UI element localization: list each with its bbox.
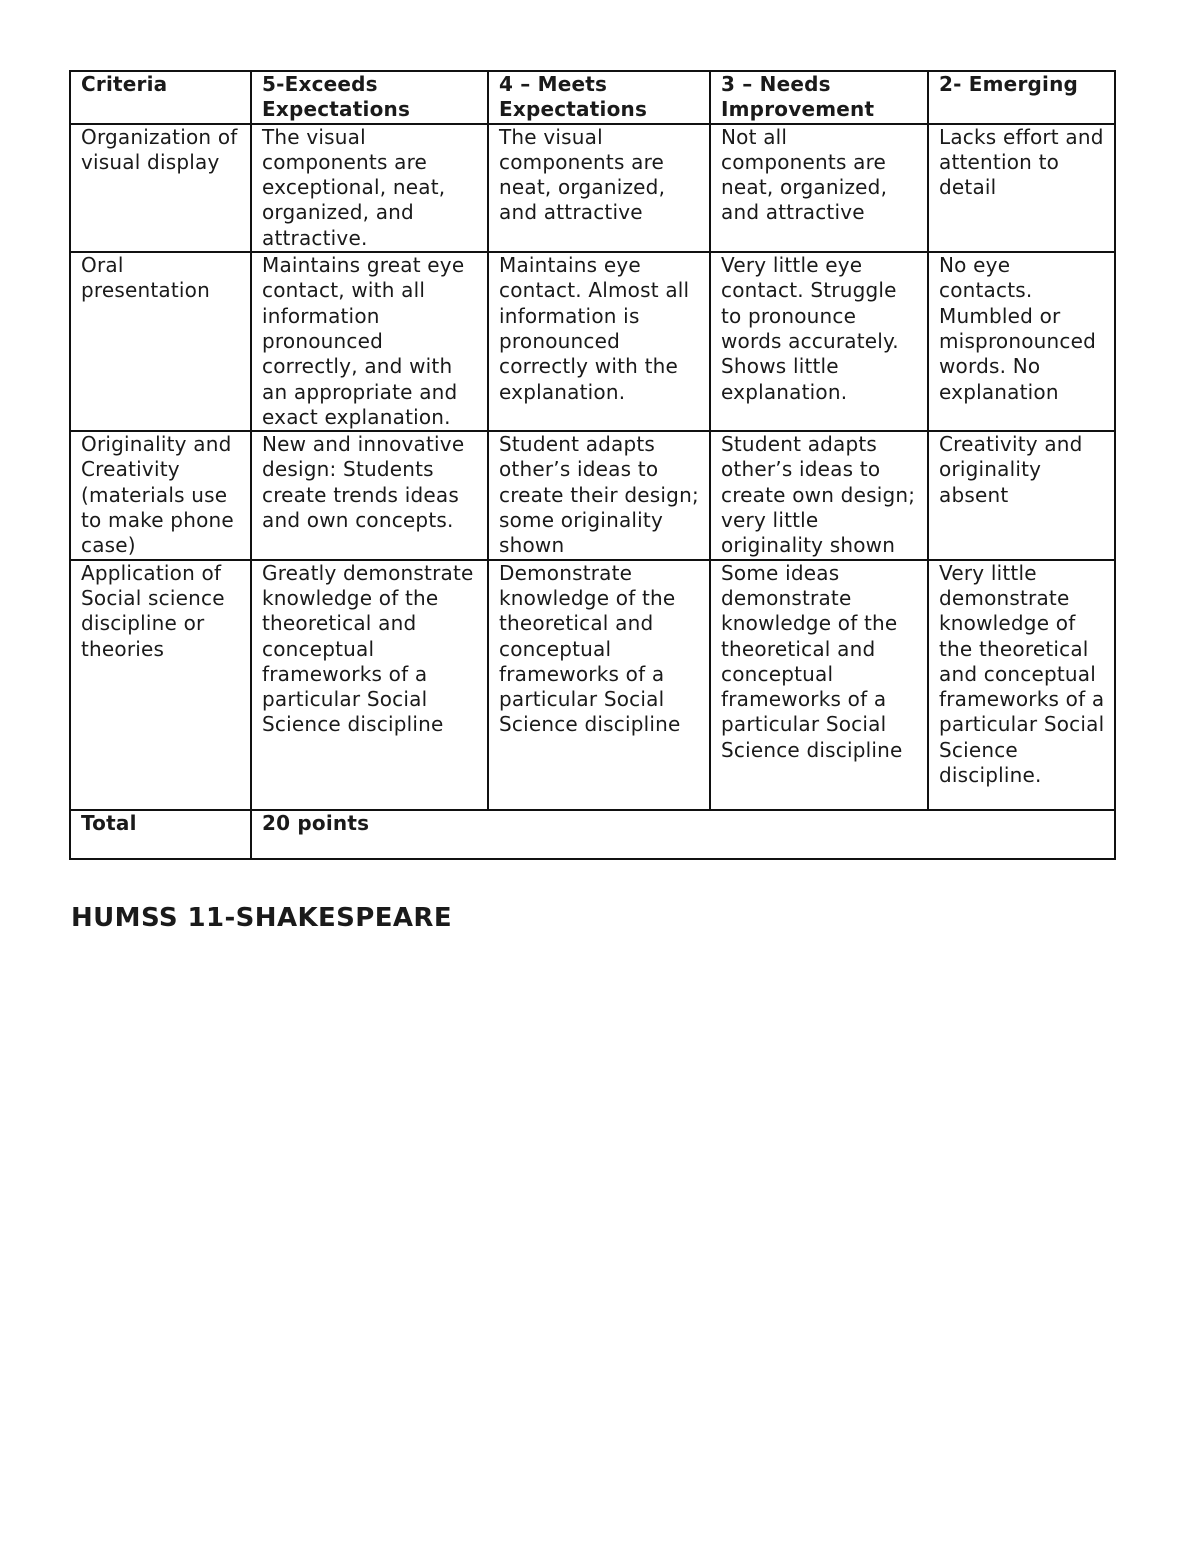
header-needs-improvement: 3 – Needs Improvement — [710, 71, 928, 124]
emerging-cell: Creativity and originality absent — [928, 431, 1115, 559]
emerging-cell: Very little demonstrate knowledge of the theoretical and conceptual frameworks of a particular Social Science discipline. — [928, 560, 1115, 810]
total-label: Total — [70, 810, 251, 859]
meets-cell: The visual components are neat, organized, and attractive — [488, 124, 710, 252]
table-row — [70, 431, 1115, 559]
exceeds-cell: The visual components are exceptional, neat, organized, and attractive. — [251, 124, 488, 252]
criteria-cell: Originality and Creativity (materials use to make phone case) — [70, 431, 251, 559]
emerging-cell: Lacks effort and attention to detail — [928, 124, 1115, 252]
needs-cell: Not all components are neat, organized, and attractive — [710, 124, 928, 252]
header-meets: 4 – Meets Expectations — [488, 71, 710, 124]
header-emerging: 2- Emerging — [928, 71, 1115, 124]
criteria-cell: Oral presentation — [70, 252, 251, 431]
exceeds-cell: Maintains great eye contact, with all information pronounced correctly, and with an appropriate and exact explanation. — [251, 252, 488, 431]
table-row — [70, 124, 1115, 252]
criteria-cell: Application of Social science discipline or theories — [70, 560, 251, 810]
table-row — [70, 560, 1115, 810]
section-title: HUMSS 11-SHAKESPEARE — [71, 903, 453, 933]
meets-cell: Maintains eye contact. Almost all information is pronounced correctly with the explanation. — [488, 252, 710, 431]
needs-cell: Student adapts other’s ideas to create own design; very little originality shown — [710, 431, 928, 559]
table-row — [70, 252, 1115, 431]
total-row — [70, 810, 1115, 859]
criteria-cell: Organization of visual display — [70, 124, 251, 252]
meets-cell: Demonstrate knowledge of the theoretical and conceptual frameworks of a particular Social Science discipline — [488, 560, 710, 810]
total-points: 20 points — [251, 810, 1115, 859]
header-row — [70, 71, 1115, 124]
emerging-cell: No eye contacts. Mumbled or mispronounced words. No explanation — [928, 252, 1115, 431]
meets-cell: Student adapts other’s ideas to create their design; some originality shown — [488, 431, 710, 559]
header-exceeds: 5-Exceeds Expectations — [251, 71, 488, 124]
exceeds-cell: Greatly demonstrate knowledge of the theoretical and conceptual frameworks of a particular Social Science discipline — [251, 560, 488, 810]
header-criteria: Criteria — [70, 71, 251, 124]
needs-cell: Some ideas demonstrate knowledge of the theoretical and conceptual frameworks of a particular Social Science discipline — [710, 560, 928, 810]
rubric-table — [69, 70, 1116, 860]
exceeds-cell: New and innovative design: Students create trends ideas and own concepts. — [251, 431, 488, 559]
needs-cell: Very little eye contact. Struggle to pronounce words accurately. Shows little explanation. — [710, 252, 928, 431]
